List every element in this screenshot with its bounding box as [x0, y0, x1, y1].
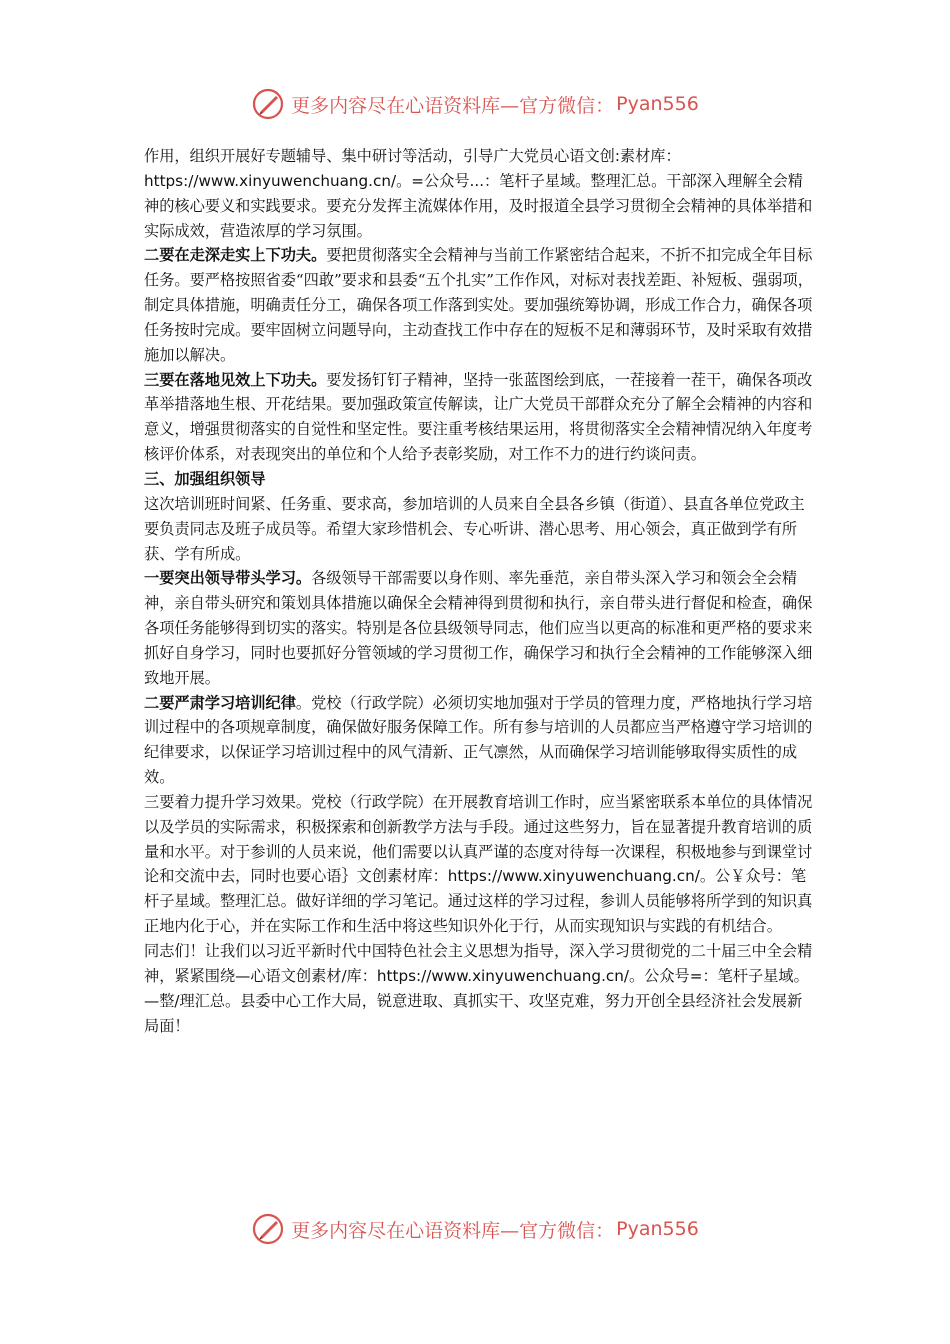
paragraph-text: 各级领导干部需要以身作则、率先垂范，亲自带头深入学习和领会全会精神，亲自带头研究和策划具体措施以确保全会精神得到贯彻和执行，亲自带头进行督促和检查，确保各项任务能够得到切实的落实。特别是各位县级领导同志，他们应当以更高的标准和更严格的要求来抓好自身学习，同时也要抓好分管领域的学习贯彻工作，确保学习和执行全会精神的工作能够深入细致地开展。: [144, 569, 813, 687]
paragraph-text: 同志们！让我们以习近平新时代中国特色社会主义思想为指导，深入学习贯彻党的二十届三中全会精神，紧紧围绕—心语文创素材/库：https://www.xinyuwenchuang.cn/。公众号=：笔杆子星域。—整/理汇总。县委中心工作大局，锐意进取、真抓实干、攻坚克难，努力开创全县经济社会发展新局面！: [144, 942, 813, 1035]
paragraph-text: 。党校（行政学院）必须切实地加强对于学员的管理力度，严格地执行学习培训过程中的各项规章制度，确保做好服务保障工作。所有参与培训的人员都应当严格遵守学习培训的纪律要求，以保证学习培训过程中的风气清新、正气凛然，从而确保学习培训能够取得实质性的成效。: [144, 693, 813, 787]
footer-banner: [0, 1209, 950, 1249]
paragraph-heading: 二要在走深走实上下功夫。: [144, 246, 327, 265]
pen-logo-icon: [251, 1212, 285, 1246]
paragraph-text: 这次培训班时间紧、任务重、要求高，参加培训的人员来自全县各乡镇（街道）、县直各单位党政主要负责同志及班子成员等。希望大家珍惜机会、专心听讲、潜心思考、用心领会，真正做到学有所获、学有所成。: [144, 494, 805, 563]
banner-text: 更多内容尽在心语资料库—官方微信：: [291, 1219, 615, 1242]
document-body: [144, 144, 814, 1038]
paragraph: [144, 467, 814, 492]
paragraph-text: 三要着力提升学习效果。党校（行政学院）在开展教育培训工作时，应当紧密联系本单位的具体情况以及学员的实际需求，积极探索和创新教学方法与手段。通过这些努力，旨在显著提升教育培训的质量和水平。对于参训的人员来说，他们需要以认真严谨的态度对待每一次课程，积极地参与到课堂讨论和交流中去，同时也要心语｝文创素材库：https://www.xinyuwenchuang.cn/。公￥众号：笔杆子星域。整理汇总。做好详细的学习笔记。通过这样的学习过程，参训人员能够将所学到的知识真正地内化于心，并在实际工作和生活中将这些知识外化于行，从而实现知识与实践的有机结合。: [144, 792, 813, 936]
paragraph: [144, 368, 814, 467]
paragraph-text: 要发扬钉钉子精神，坚持一张蓝图绘到底，一茬接着一茬干，确保各项改革举措落地生根、开花结果。要加强政策宣传解读，让广大党员干部群众充分了解全会精神的内容和意义，增强贯彻落实的自觉性和坚定性。要注重考核结果运用，将贯彻落实全会精神情况纳入年度考核评价体系，对表现突出的单位和个人给予表彰奖励，对工作不力的进行约谈问责。: [144, 370, 813, 464]
wechat-id: Pyan556: [616, 1218, 699, 1240]
paragraph: [144, 939, 814, 1038]
paragraph: [144, 790, 814, 939]
paragraph-heading: 二要严肃学习培训纪律: [144, 693, 296, 712]
paragraph-heading: 一要突出领导带头学习。: [144, 569, 312, 588]
paragraph-text: 作用，组织开展好专题辅导、集中研讨等活动，引导广大党员心语文创:素材库：https://www.xinyuwenchuang.cn/。=公众号...：笔杆子星域。整理汇总。干部深入理解全会精神的核心要义和实践要求。要充分发挥主流媒体作用，及时报道全县学习贯彻全会精神的具体举措和实际成效，营造浓厚的学习氛围。: [144, 147, 813, 240]
paragraph: [144, 566, 814, 690]
paragraph: [144, 691, 814, 790]
banner-text: 更多内容尽在心语资料库—官方微信：: [291, 94, 615, 117]
paragraph: [144, 243, 814, 367]
paragraph-heading: 三、加强组织领导: [144, 469, 266, 488]
wechat-id: Pyan556: [616, 93, 699, 115]
header-banner: [0, 84, 950, 124]
pen-logo-icon: [251, 87, 285, 121]
paragraph-text: 要把贯彻落实全会精神与当前工作紧密结合起来，不折不扣完成全年目标任务。要严格按照省委“四敢”要求和县委“五个扎实”工作作风，对标对表找差距、补短板、强弱项，制定具体措施，明确责任分工，确保各项工作落到实处。要加强统筹协调，形成工作合力，确保各项任务按时完成。要牢固树立问题导向，主动查找工作中存在的短板不足和薄弱环节，及时采取有效措施加以解决。: [144, 246, 813, 364]
paragraph: [144, 492, 814, 567]
paragraph-heading: 三要在落地见效上下功夫。: [144, 370, 327, 389]
paragraph: [144, 144, 814, 243]
